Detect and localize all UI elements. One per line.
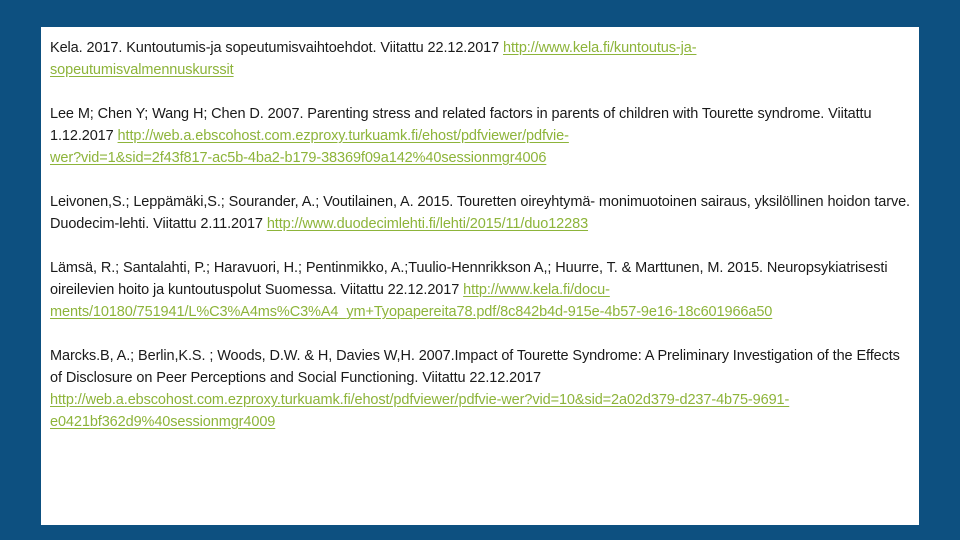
reference-text: Marcks.B, A.; Berlin,K.S. ; Woods, D.W. & H, Davies W,H. 2007.Impact of Tourette Syndrome: A Preliminary Investigation of the Effects of Disclosure on Peer Perceptions and Social Functioning. Viitattu 22.12.2017	[50, 348, 900, 386]
reference-link[interactable]: http://web.a.ebscohost.com.ezproxy.turkuamk.fi/ehost/pdfviewer/pdfvie-wer?vid=10&sid=2a02d379-d237-4b75-9691- e0421bf362d9%40sessionmgr4009	[50, 392, 790, 430]
reference-lee	[50, 103, 910, 169]
reference-leivonen	[50, 191, 910, 235]
reference-link[interactable]: http://www.kela.fi/kuntoutus-ja- sopeutumisvalmennuskurssit	[50, 40, 697, 78]
reference-link[interactable]: http://www.duodecimlehti.fi/lehti/2015/11/duo12283	[266, 216, 589, 232]
reference-lamsa	[50, 257, 910, 323]
reference-marcks	[50, 345, 910, 433]
reference-text: Lee M; Chen Y; Wang H; Chen D. 2007. Parenting stress and related factors in parents of children with Tourette syndrome. Viitattu 1.12.2017	[50, 106, 872, 144]
reference-kela	[50, 37, 910, 81]
reference-link[interactable]: http://www.kela.fi/docu- ments/10180/751941/L%C3%A4ms%C3%A4_ym+Tyopapereita78.pdf/8c842b4d-915e-4b57-9e16-18c601966a50	[50, 282, 773, 320]
reference-link[interactable]: http://web.a.ebscohost.com.ezproxy.turkuamk.fi/ehost/pdfviewer/pdfvie- wer?vid=1&sid=2f43f817-ac5b-4ba2-b179-38369f09a142%40sessionmgr4006	[50, 128, 569, 166]
slide-canvas	[41, 27, 919, 525]
reference-text: Leivonen,S.; Leppämäki,S.; Sourander, A.; Voutilainen, A. 2015. Touretten oireyhtymä- monimuotoinen sairaus, yksilöllinen hoidon tarve. Duodecim-lehti. Viitattu 2.11.2017	[50, 194, 910, 232]
reference-text: Lämsä, R.; Santalahti, P.; Haravuori, H.; Pentinmikko, A.;Tuulio-Hennrikkson A,; Huurre, T. & Marttunen, M. 2015. Neuropsykiatrisesti oireilevien hoito ja kuntoutuspolut Suomessa. Viitattu 22.12.2017	[50, 260, 888, 298]
reference-text: Kela. 2017. Kuntoutumis-ja sopeutumisvaihtoehdot. Viitattu 22.12.2017	[50, 40, 504, 56]
